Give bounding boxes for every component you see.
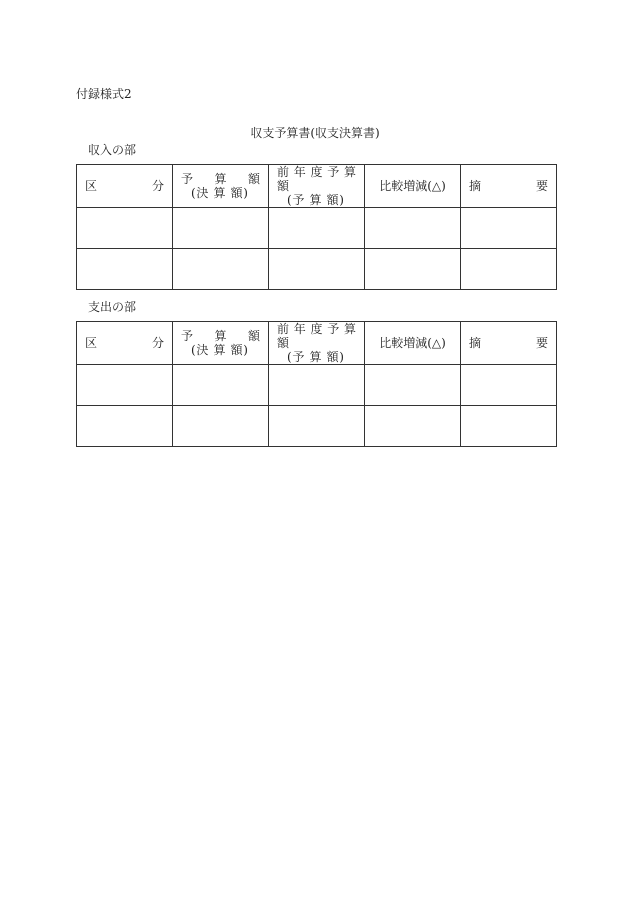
cell[interactable] [269, 406, 365, 447]
cell[interactable] [461, 208, 557, 249]
cell[interactable] [269, 365, 365, 406]
header-category: 区 分 [77, 165, 173, 208]
cell[interactable] [173, 249, 269, 290]
table-row [77, 249, 557, 290]
cell[interactable] [461, 406, 557, 447]
cell[interactable] [77, 365, 173, 406]
cell[interactable] [269, 208, 365, 249]
header-diff: 比較増減(△) [365, 165, 461, 208]
header-row [77, 165, 557, 208]
expense-section-label: 支出の部 [88, 300, 137, 314]
header-remarks: 摘 要 [461, 165, 557, 208]
header-remarks: 摘 要 [461, 322, 557, 365]
header-prev-budget: 前 年 度 予 算 額 (予 算 額) [269, 165, 365, 208]
document-title: 収支予算書(収支決算書) [250, 126, 380, 140]
header-row [77, 322, 557, 365]
form-label: 付録様式2 [76, 87, 132, 101]
cell[interactable] [173, 365, 269, 406]
header-prev-budget: 前 年 度 予 算 額 (予 算 額) [269, 322, 365, 365]
cell[interactable] [365, 406, 461, 447]
header-budget: 予 算 額 (決 算 額) [173, 165, 269, 208]
cell[interactable] [77, 208, 173, 249]
income-section-label: 収入の部 [88, 143, 137, 157]
cell[interactable] [365, 208, 461, 249]
cell[interactable] [269, 249, 365, 290]
cell[interactable] [77, 406, 173, 447]
cell[interactable] [461, 249, 557, 290]
table-row [77, 406, 557, 447]
header-category: 区 分 [77, 322, 173, 365]
cell[interactable] [365, 365, 461, 406]
expense-table [76, 321, 557, 447]
income-table [76, 164, 557, 290]
cell[interactable] [461, 365, 557, 406]
cell[interactable] [173, 208, 269, 249]
table-row [77, 208, 557, 249]
cell[interactable] [173, 406, 269, 447]
table-row [77, 365, 557, 406]
cell[interactable] [77, 249, 173, 290]
cell[interactable] [365, 249, 461, 290]
header-budget: 予 算 額 (決 算 額) [173, 322, 269, 365]
header-diff: 比較増減(△) [365, 322, 461, 365]
